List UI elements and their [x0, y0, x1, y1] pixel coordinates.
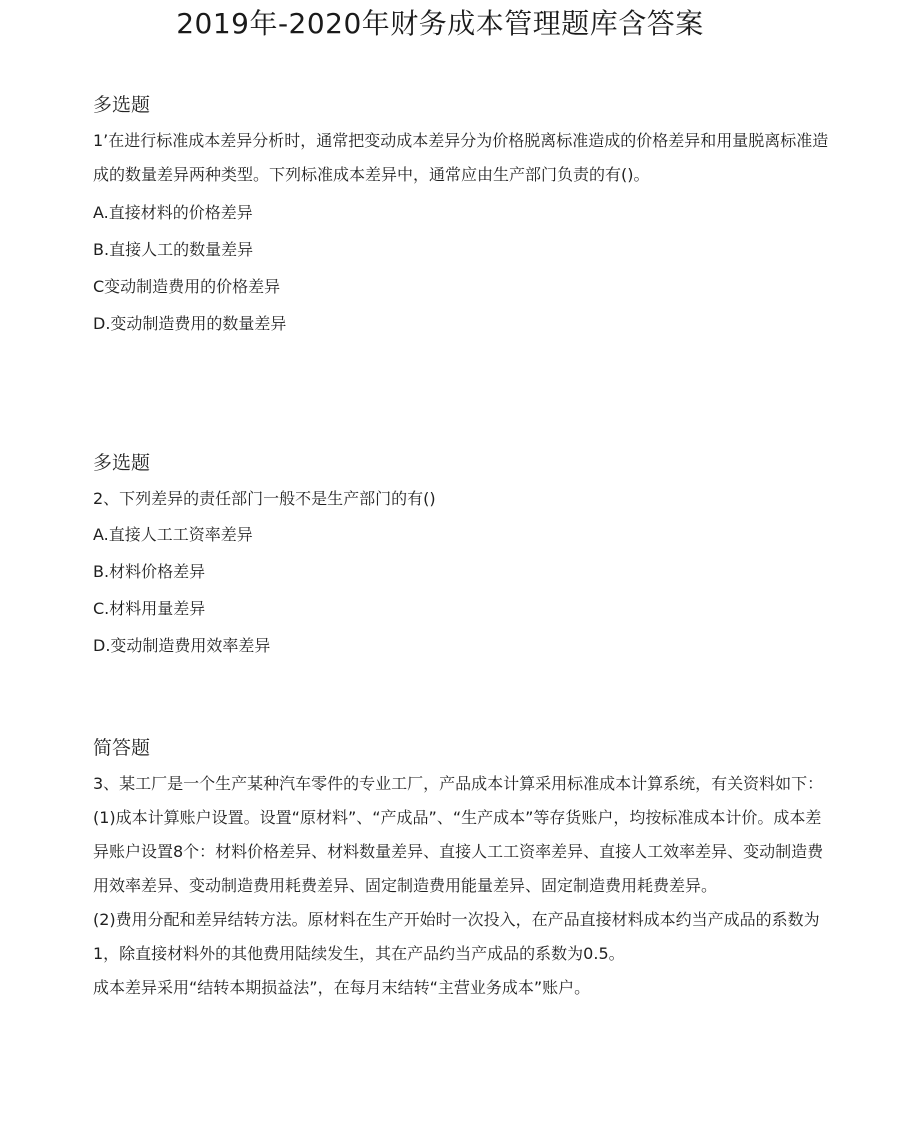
- question-text: 3、某工厂是一个生产某种汽车零件的专业工厂，产品成本计算采用标准成本计算系统，有关资料如下：: [93, 774, 824, 793]
- question-text: 2、下列差异的责任部门一般不是生产部门的有(): [93, 489, 436, 508]
- section-heading: 多选题: [93, 94, 151, 116]
- section-heading: 多选题: [93, 452, 151, 474]
- option-a: A.直接材料的价格差异: [93, 203, 253, 222]
- section-heading: 简答题: [93, 737, 151, 759]
- paragraph-variance-transfer: 成本差异采用“结转本期损益法”，在每月末结转“主营业务成本”账户。: [93, 978, 591, 997]
- option-b: B.直接人工的数量差异: [93, 240, 254, 259]
- paragraph-allocation: (2)费用分配和差异结转方法。原材料在生产开始时一次投入，在产品直接材料成本约当产成品的系数为1，除直接材料外的其他费用陆续发生，其在产品约当产成品的系数为0.5。: [93, 910, 820, 963]
- question-text: 1’在进行标准成本差异分析时，通常把变动成本差异分为价格脱离标准造成的价格差异和用量脱离标准造成的数量差异两种类型。下列标准成本差异中，通常应由生产部门负责的有()。: [93, 131, 829, 184]
- option-c: C变动制造费用的价格差异: [93, 277, 281, 296]
- option-d: D.变动制造费用的数量差异: [93, 314, 287, 333]
- document-title: 2019年-2020年财务成本管理题库含答案: [176, 7, 704, 40]
- option-a: A.直接人工工资率差异: [93, 525, 253, 544]
- question-block-1: [93, 90, 833, 342]
- option-c: C.材料用量差异: [93, 599, 206, 618]
- question-block-2: [93, 448, 833, 664]
- option-b: B.材料价格差异: [93, 562, 206, 581]
- option-d: D.变动制造费用效率差异: [93, 636, 271, 655]
- paragraph-accounts: (1)成本计算账户设置。设置“原材料”、“产成品”、“生产成本”等存货账户，均按标准成本计价。成本差异账户设置8个：材料价格差异、材料数量差异、直接人工工资率差异、直接人工效率差异、变动制造费用效率差异、变动制造费用耗费差异、固定制造费用能量差异、固定制造费用耗费差异。: [93, 808, 824, 895]
- question-block-3: [93, 733, 833, 1005]
